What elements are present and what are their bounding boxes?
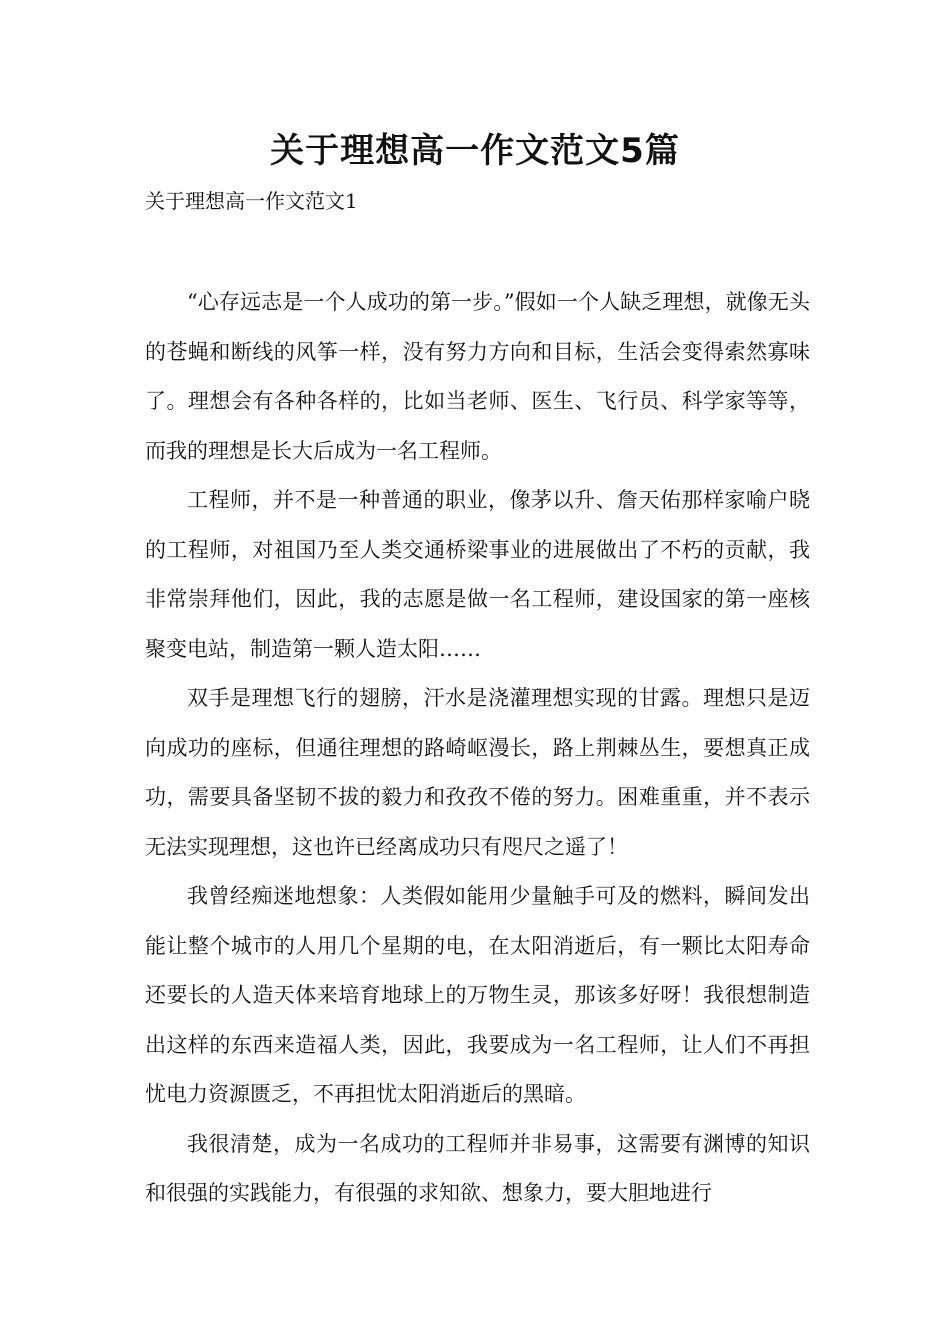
paragraph: 双手是理想飞行的翅膀，汗水是浇灌理想实现的甘露。理想只是迈向成功的座标，但通往理想的路崎岖漫长，路上荆棘丛生，要想真正成功，需要具备坚韧不拔的毅力和孜孜不倦的努力。困难重重，并不表示无法实现理想，这也许已经离成功只有咫尺之遥了！ xyxy=(145,686,810,859)
paragraph: “心存远志是一个人成功的第一步。”假如一个人缺乏理想，就像无头的苍蝇和断线的风筝一样，没有努力方向和目标，生活会变得索然寡味了。理想会有各种各样的，比如当老师、医生、飞行员、科学家等等，而我的理想是长大后成为一名工程师。 xyxy=(145,290,810,463)
document-title: 关于理想高一作文范文5篇 xyxy=(270,131,680,171)
document-body xyxy=(145,278,810,1219)
paragraph: 我曾经痴迷地想象：人类假如能用少量触手可及的燃料，瞬间发出能让整个城市的人用几个星期的电，在太阳消逝后，有一颗比太阳寿命还要长的人造天体来培育地球上的万物生灵，那该多好呀！我很想制造出这样的东西来造福人类，因此，我要成为一名工程师，让人们不再担忧电力资源匮乏，不再担忧太阳消逝后的黑暗。 xyxy=(145,884,810,1106)
paragraph: 工程师，并不是一种普通的职业，像茅以升、詹天佑那样家喻户晓的工程师，对祖国乃至人类交通桥梁事业的进展做出了不朽的贡献，我非常崇拜他们，因此，我的志愿是做一名工程师，建设国家的第一座核聚变电站，制造第一颗人造太阳…… xyxy=(145,488,810,661)
paragraph: 我很清楚，成为一名成功的工程师并非易事，这需要有渊博的知识和很强的实践能力，有很强的求知欲、想象力，要大胆地进行 xyxy=(145,1131,810,1205)
document-subtitle: 关于理想高一作文范文1 xyxy=(145,189,358,213)
